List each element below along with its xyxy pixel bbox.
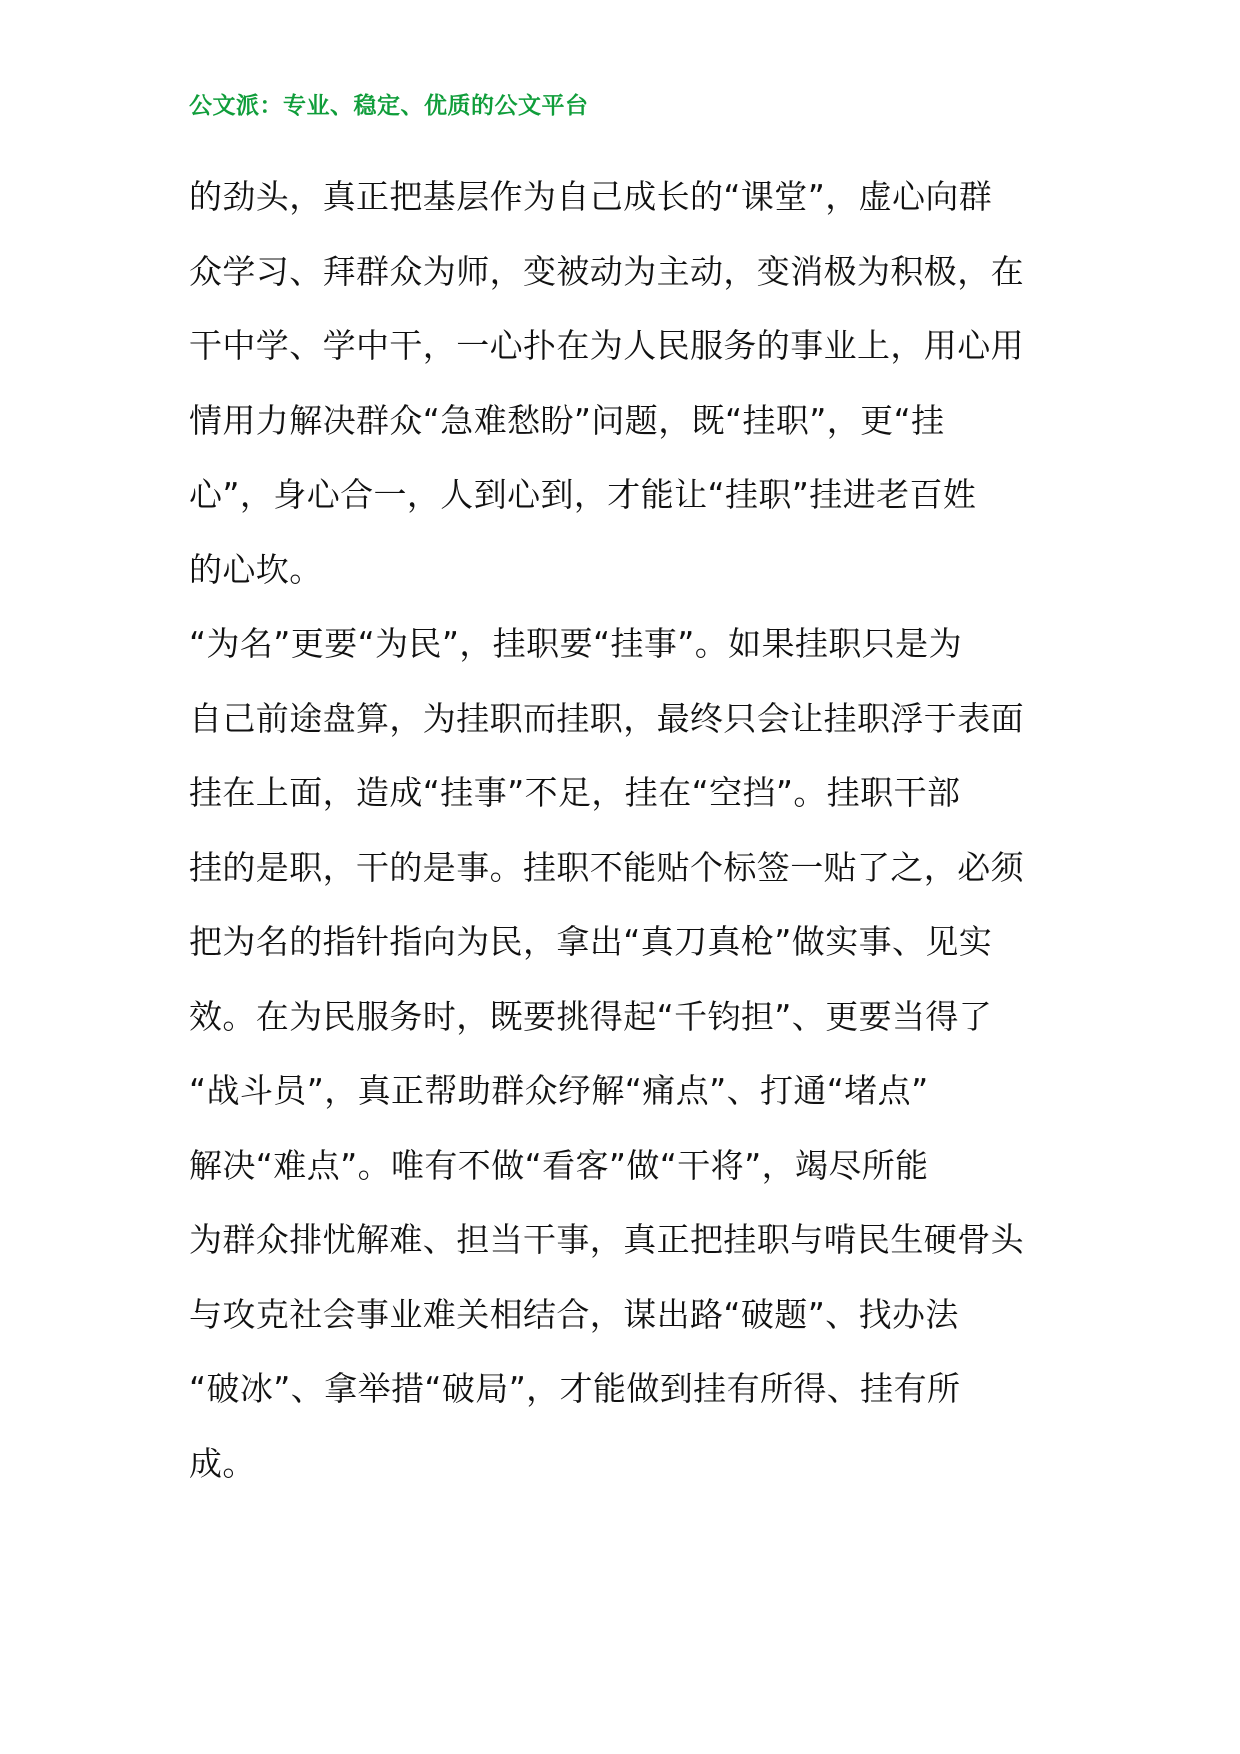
text-line: 情用力解决群众“急难愁盼”问题，既“挂职”，更“挂: [189, 400, 945, 440]
text-line: 心”，身心合一，人到心到，才能让“挂职”挂进老百姓: [189, 475, 977, 514]
text-line: “为名”更要“为民”，挂职要“挂事”。如果挂职只是为: [189, 624, 962, 663]
text-line: 众学习、拜群众为师，变被动为主动，变消极为积极，在: [189, 251, 1024, 291]
text-line: 为群众排忧解难、担当干事，真正把挂职与啃民生硬骨头: [189, 1220, 1024, 1259]
paragraph-2: [189, 607, 1061, 1501]
text-line: 把为名的指针指向为民，拿出“真刀真枪”做实事、见实: [189, 922, 993, 961]
text-line: “破冰”、拿举措“破局”，才能做到挂有所得、挂有所: [189, 1369, 961, 1408]
text-line: 挂在上面，造成“挂事”不足，挂在“空挡”。挂职干部: [189, 773, 961, 812]
text-line: 成。: [189, 1443, 256, 1483]
text-line: 与攻克社会事业难关相结合，谋出路“破题”、找办法: [189, 1294, 959, 1334]
text-line: “战斗员”，真正帮助群众纾解“痛点”、打通“堵点”: [189, 1071, 929, 1110]
page-header: 公文派：专业、稳定、优质的公文平台: [189, 92, 589, 119]
text-line: 干中学、学中干，一心扑在为人民服务的事业上，用心用: [189, 326, 1024, 365]
text-line: 挂的是职，干的是事。挂职不能贴个标签一贴了之，必须: [189, 847, 1024, 887]
text-line: 的心坎。: [189, 549, 323, 589]
text-line: 的劲头，真正把基层作为自己成长的“课堂”，虚心向群: [189, 177, 993, 216]
text-line: 效。在为民服务时，既要挑得起“千钧担”、更要当得了: [189, 996, 993, 1036]
text-line: 自己前途盘算，为挂职而挂职，最终只会让挂职浮于表面: [189, 698, 1024, 738]
paragraph-1: [189, 160, 1061, 607]
text-line: 解决“难点”。唯有不做“看客”做“干将”，竭尽所能: [189, 1145, 929, 1185]
document-body: [189, 160, 1061, 1501]
